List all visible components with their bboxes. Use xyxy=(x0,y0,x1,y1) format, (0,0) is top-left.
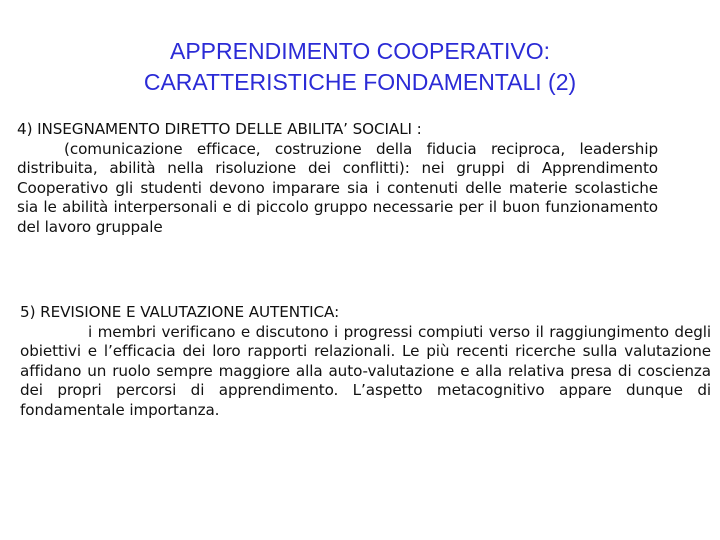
section-5-paragraph xyxy=(20,323,711,421)
section-4-paragraph xyxy=(17,140,658,238)
section-5 xyxy=(20,303,711,421)
slide-title-line-2: CARATTERISTICHE FONDAMENTALI (2) xyxy=(143,69,577,95)
slide-title-line-1: APPRENDIMENTO COOPERATIVO: xyxy=(170,38,550,64)
section-5-heading: 5) REVISIONE E VALUTAZIONE AUTENTICA: xyxy=(20,303,340,321)
section-4-heading: 4) INSEGNAMENTO DIRETTO DELLE ABILITA’ SOCIALI : xyxy=(17,120,422,138)
section-4 xyxy=(17,120,658,238)
section-4-body: (comunicazione efficace, costruzione della fiducia reciproca, leadership distribuita, abilità nella risoluzione dei conflitti): nei gruppi di Apprendimento Cooperativo gli studenti devono imparare sia i contenuti delle materie scolastiche sia le abilità interpersonali e di piccolo gruppo necessarie per il buon funzionamento del lavoro gruppale xyxy=(17,139,658,236)
section-5-body: i membri verificano e discutono i progressi compiuti verso il raggiungimento degli obiettivi e l’efficacia dei loro rapporti relazionali. Le più recenti ricerche sulla valutazione affidano un ruolo sempre maggiore alla auto-valutazione e alla relativa presa di coscienza dei propri percorsi di apprendimento. L’aspetto metacognitivo appare dunque di fondamentale importanza. xyxy=(20,322,711,419)
slide-title xyxy=(40,36,680,98)
